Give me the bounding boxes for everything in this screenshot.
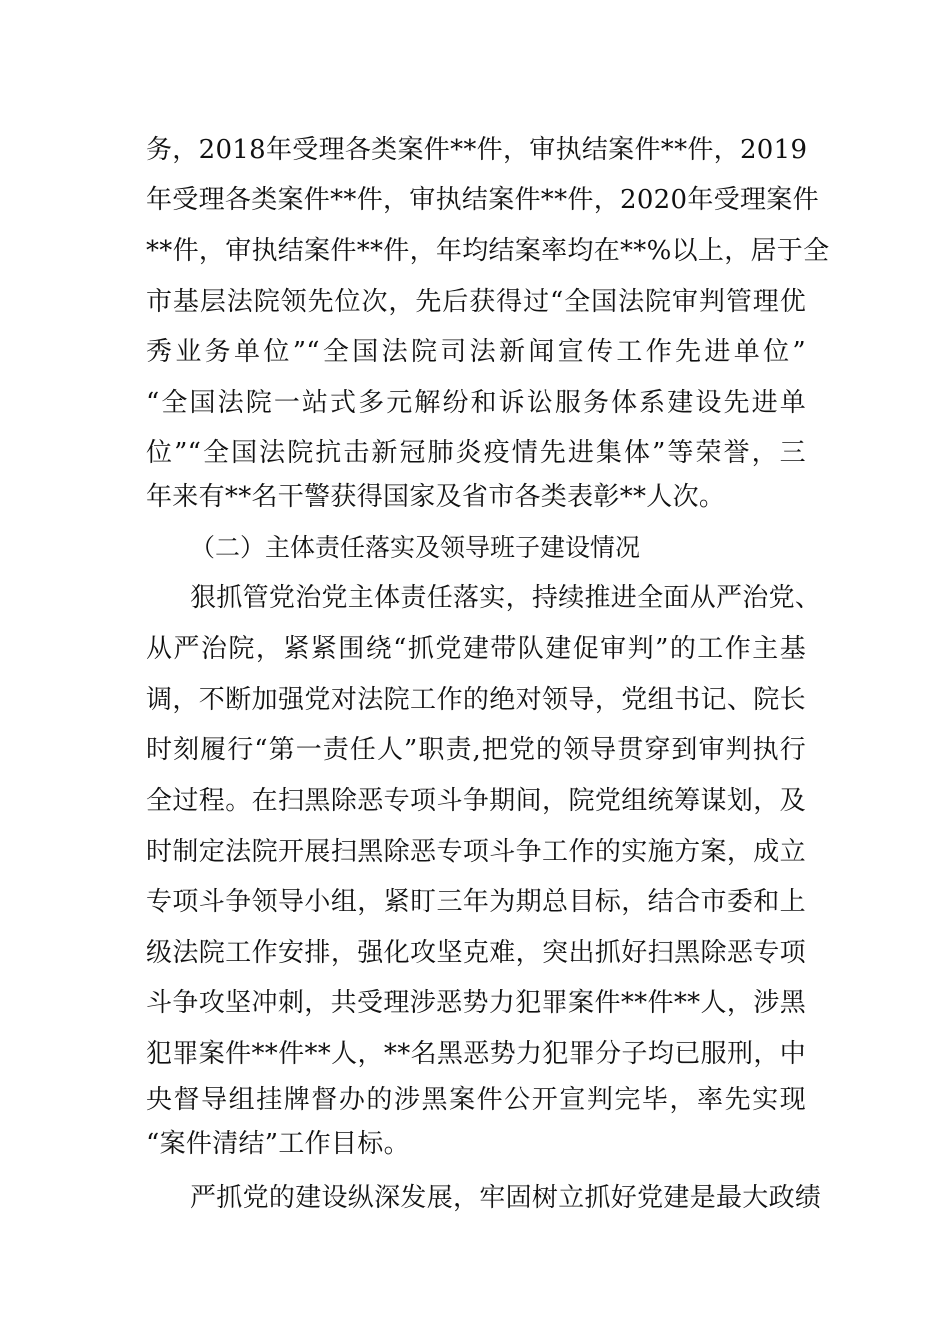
- paragraph-1-line-2: 年受理各类案件**件，审执结案件**件，2020年受理案件: [146, 185, 819, 215]
- paragraph-1-line-4: 市基层法院领先位次，先后获得过“全国法院审判管理优: [146, 287, 806, 317]
- paragraph-2-line-7: 专项斗争领导小组，紧盯三年为期总目标，结合市委和上: [146, 887, 806, 917]
- paragraph-2-line-4: 时刻履行“第一责任人”职责,把党的领导贯穿到审判执行: [146, 735, 806, 765]
- paragraph-2-line-6: 时制定法院开展扫黑除恶专项斗争工作的实施方案，成立: [146, 837, 806, 867]
- paragraph-1-line-5: 秀业务单位”“全国法院司法新闻宣传工作先进单位”: [146, 337, 806, 367]
- paragraph-2-line-12: “案件清结”工作目标。: [146, 1129, 410, 1159]
- paragraph-2-line-10: 犯罪案件**件**人，**名黑恶势力犯罪分子均已服刑，中: [146, 1039, 806, 1069]
- paragraph-2-line-8: 级法院工作安排，强化攻坚克难，突出抓好扫黑除恶专项: [146, 938, 806, 968]
- paragraph-2-line-1: 狠抓管党治党主体责任落实，持续推进全面从严治党、: [190, 583, 822, 613]
- paragraph-1-line-6: “全国法院一站式多元解纷和诉讼服务体系建设先进单: [146, 388, 806, 418]
- paragraph-2-line-11: 央督导组挂牌督办的涉黑案件公开宣判完毕，率先实现: [146, 1085, 806, 1115]
- paragraph-1-line-7: 位”“全国法院抗击新冠肺炎疫情先进集体”等荣誉，三: [146, 438, 806, 468]
- paragraph-1-line-8: 年来有**名干警获得国家及省市各类表彰**人次。: [146, 482, 726, 512]
- paragraph-2-line-5: 全过程。在扫黑除恶专项斗争期间，院党组统筹谋划，及: [146, 786, 806, 816]
- paragraph-2-line-9: 斗争攻坚冲刺，共受理涉恶势力犯罪案件**件**人，涉黑: [146, 988, 806, 1018]
- paragraph-2-line-3: 调，不断加强党对法院工作的绝对领导，党组书记、院长: [146, 685, 806, 715]
- paragraph-3-line-1: 严抓党的建设纵深发展，牢固树立抓好党建是最大政绩: [190, 1183, 822, 1213]
- paragraph-1-line-1: 务，2018年受理各类案件**件，审执结案件**件，2019: [146, 135, 808, 165]
- paragraph-2-line-2: 从严治院，紧紧围绕“抓党建带队建促审判”的工作主基: [146, 634, 806, 664]
- paragraph-1-line-3: **件，审执结案件**件，年均结案率均在**%以上，居于全: [146, 236, 830, 266]
- section-heading: （二）主体责任落实及领导班子建设情况: [190, 533, 641, 562]
